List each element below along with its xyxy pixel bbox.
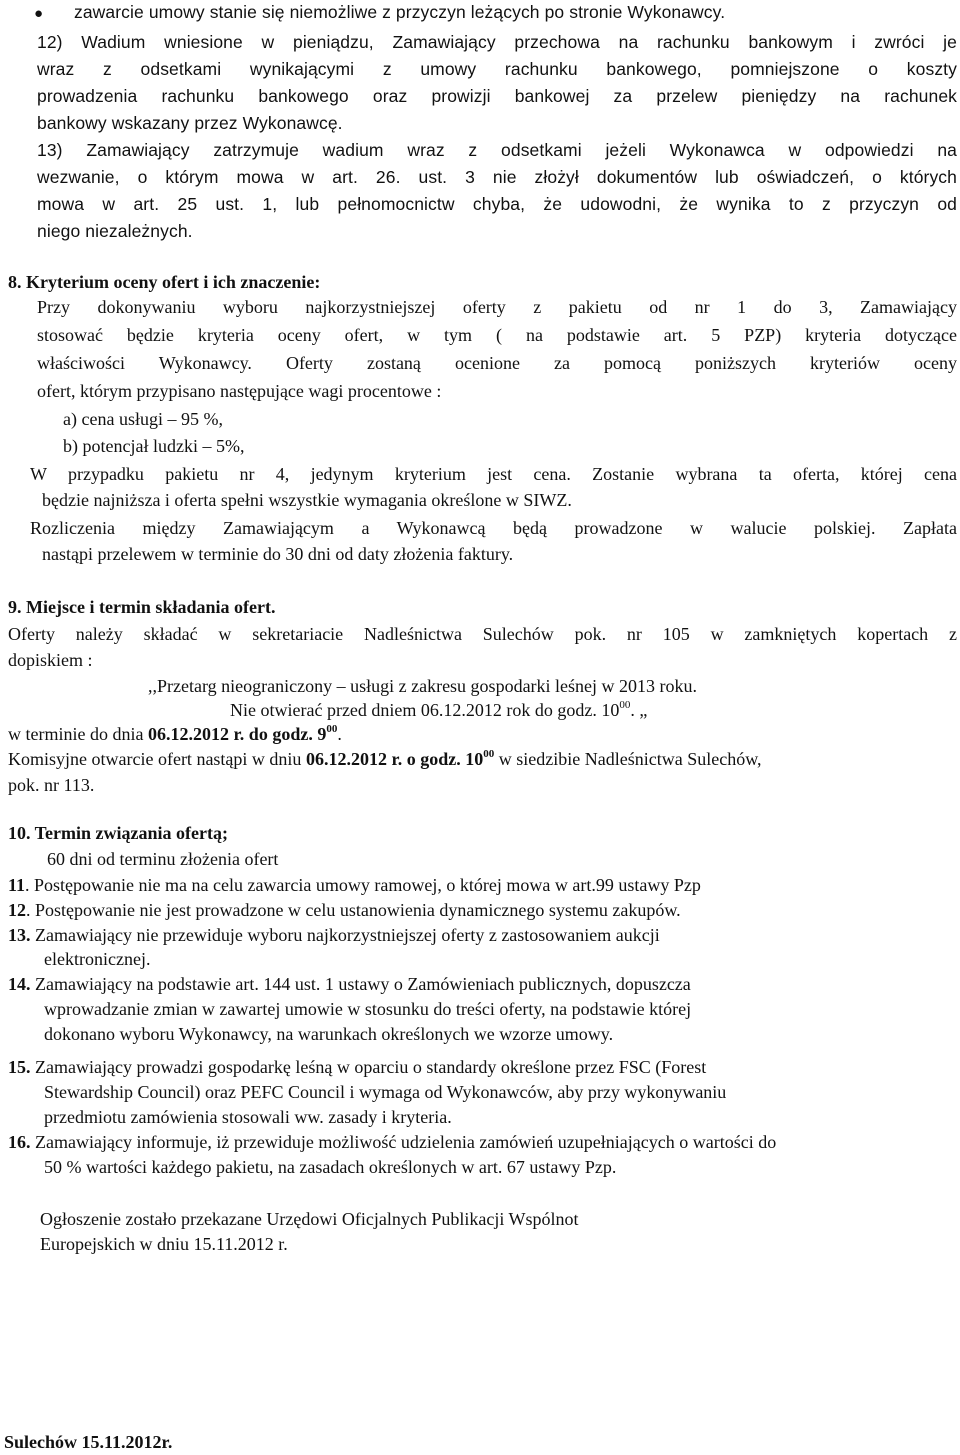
criteria-item-a: a) cena usługi – 95 %,: [63, 409, 223, 429]
item-15-line-2: Stewardship Council) oraz PEFC Council i wymaga od Wykonawców, aby przy wykonywaniu: [44, 1082, 727, 1102]
p13-line-4: niego niezależnych.: [37, 221, 193, 241]
bullet-icon: ●: [34, 5, 44, 22]
s9-deadline: w terminie do dnia 06.12.2012 r. do godz. $9^{00}$.: [8, 723, 342, 744]
item-13-line-2: elektronicznej.: [44, 949, 151, 969]
s8-line-2: stosować będzie kryteria oceny ofert, w tym ( na podstawie art. 5 PZP) kryteria dotyczące: [37, 325, 957, 345]
p12-line-3: prowadzenia rachunku bankowego oraz prowizji bankowej za przelew pieniędzy na rachunek: [37, 86, 957, 106]
s9-quote-1: ,,Przetarg nieograniczony – usługi z zakresu gospodarki leśnej w 2013 roku.: [148, 676, 698, 696]
announcement-line-2: Europejskich w dniu 15.11.2012 r.: [40, 1234, 288, 1254]
rozliczenia-line-2: nastąpi przelewem w terminie do 30 dni od daty złożenia faktury.: [42, 544, 514, 564]
p13-line-1: 13) Zamawiający zatrzymuje wadium wraz z odsetkami jeżeli Wykonawca w odpowiedzi na: [37, 140, 957, 160]
pakiet4-line-1: W przypadku pakietu nr 4, jedynym kryterium jest cena. Zostanie wybrana ta oferta, której cena: [30, 464, 957, 484]
s9-opening-line-2: pok. nr 113.: [8, 775, 95, 795]
item-13: 13. Zamawiający nie przewiduje wyboru najkorzystniejszej oferty z zastosowaniem aukcji: [8, 925, 660, 945]
announcement-line-1: Ogłoszenie zostało przekazane Urzędowi Oficjalnych Publikacji Wspólnot: [40, 1209, 579, 1229]
s8-line-1: Przy dokonywaniu wyboru najkorzystniejszej oferty z pakietu od nr 1 do 3, Zamawiający: [37, 297, 957, 317]
s10-heading: 10. Termin związania ofertą;: [8, 823, 228, 843]
item-14-line-2: wprowadzanie zmian w zawartej umowie w stosunku do treści oferty, na podstawie której: [44, 999, 692, 1019]
p12-line-4: bankowy wskazany przez Wykonawcę.: [37, 113, 343, 133]
item-14-line-3: dokonano wyboru Wykonawcy, na warunkach określonych we wzorze umowy.: [44, 1024, 614, 1044]
s9-line-1: Oferty należy składać w sekretariacie Nadleśnictwa Sulechów pok. nr 105 w zamkniętych kopertach z: [8, 624, 957, 644]
bullet-text: zawarcie umowy stanie się niemożliwe z przyczyn leżących po stronie Wykonawcy.: [74, 2, 726, 22]
s9-heading: 9. Miejsce i termin składania ofert.: [8, 597, 276, 617]
s8-line-3: właściwości Wykonawcy. Oferty zostaną ocenione za pomocą poniższych kryteriów oceny: [37, 353, 957, 373]
item-16-line-2: 50 % wartości każdego pakietu, na zasadach określonych w art. 67 ustawy Pzp.: [44, 1157, 617, 1177]
item-14: 14. Zamawiający na podstawie art. 144 ust. 1 ustawy o Zamówieniach publicznych, dopuszcza: [8, 974, 691, 994]
p13-line-3: mowa w art. 25 ust. 1, lub pełnomocnictw chyba, że udowodni, że wynika to z przyczyn od: [37, 194, 957, 214]
s8-line-4: ofert, którym przypisano następujące wagi procentowe :: [37, 381, 442, 401]
pakiet4-line-2: będzie najniższa i oferta spełni wszystkie wymagania określone w SIWZ.: [42, 490, 572, 510]
item-12: 12. Postępowanie nie jest prowadzone w celu ustanowienia dynamicznego systemu zakupów.: [8, 900, 681, 920]
rozliczenia-line-1: Rozliczenia między Zamawiającym a Wykonawcą będą prowadzone w walucie polskiej. Zapłata: [30, 518, 957, 538]
p12-line-1: 12) Wadium wniesione w pieniądzu, Zamawiający przechowa na rachunku bankowym i zwróci je: [37, 32, 957, 52]
item-16: 16. Zamawiający informuje, iż przewiduje możliwość udzielenia zamówień uzupełniających o wartości do: [8, 1132, 777, 1152]
s9-opening: Komisyjne otwarcie ofert nastąpi w dniu 06.12.2012 r. o godz. $10^{00}$ w siedzibie Nadleśnictwa Sulechów,: [8, 748, 762, 769]
p13-line-2: wezwanie, o którym mowa w art. 26. ust. 3 nie złożył dokumentów lub oświadczeń, o których: [37, 167, 957, 187]
criteria-item-b: b) potencjał ludzki – 5%,: [63, 436, 245, 456]
footer-date: Sulechów 15.11.2012r.: [4, 1432, 173, 1452]
item-11: 11. Postępowanie nie ma na celu zawarcia umowy ramowej, o której mowa w art.99 ustawy Pzp: [8, 875, 701, 895]
s8-heading: 8. Kryterium oceny ofert i ich znaczenie:: [8, 272, 321, 292]
item-15: 15. Zamawiający prowadzi gospodarkę leśną w oparciu o standardy określone przez FSC (Forest: [8, 1057, 707, 1077]
s9-line-2: dopiskiem :: [8, 650, 93, 670]
p12-line-2: wraz z odsetkami wynikającymi z umowy rachunku bankowego, pomniejszone o koszty: [37, 59, 957, 79]
s10-body: 60 dni od terminu złożenia ofert: [47, 849, 279, 869]
s9-quote-2: Nie otwierać przed dniem 06.12.2012 rok do godz. $10^{00}$. „: [230, 699, 648, 720]
item-15-line-3: przedmiotu zamówienia stosowali ww. zasady i kryteria.: [44, 1107, 452, 1127]
